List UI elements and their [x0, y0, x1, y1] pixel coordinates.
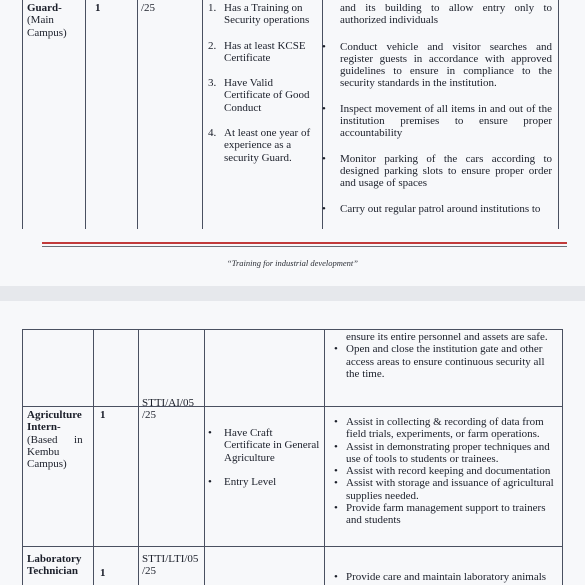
- duty-item: and its building to allow entry only to authorized individuals: [340, 2, 552, 27]
- posts-count: 1: [100, 409, 106, 421]
- duty-item: • Assist in collecting & recording of data from field trials, experiments, or farm operations.: [334, 416, 544, 441]
- job-title: Intern-: [27, 421, 61, 434]
- job-location: Kembu: [27, 445, 60, 458]
- job-title: Laboratory: [27, 553, 82, 565]
- duty-item: • Open and close the institution gate and other access areas to ensure continuous security all the time.: [334, 343, 545, 380]
- duty-item: • Carry out regular patrol around institutions to: [322, 202, 541, 215]
- duties-list: [334, 571, 558, 583]
- duty-item: • Provide farm management support to trainers and students: [334, 502, 546, 527]
- bullet-icon: •: [208, 475, 212, 488]
- requirement-item: 4. At least one year of experience as a security Guard.: [208, 127, 311, 164]
- bullet-icon: •: [322, 40, 326, 53]
- job-location: (Main: [27, 14, 54, 27]
- job-title-cell: [27, 2, 83, 39]
- job-location: (Based in: [27, 433, 83, 446]
- job-title: Technician: [27, 565, 78, 578]
- duty-item: • Assist with record keeping and documentation: [334, 465, 551, 478]
- requirement-item: 3. Have Valid Certificate of Good Conduct: [208, 77, 310, 114]
- table-col-divider: [202, 0, 203, 229]
- table-row-border: [22, 329, 563, 330]
- reference-number: STTI/AI/05 /25: [142, 397, 194, 422]
- requirements-list: [208, 2, 320, 177]
- posts-count: 1: [100, 567, 106, 579]
- table-row-border: [22, 546, 563, 547]
- duty-item: • Monitor parking of the cars according to designed parking slots to ensure proper order and usage of spaces: [322, 152, 552, 190]
- duty-item: ensure its entire personnel and assets are safe.: [346, 331, 548, 343]
- duty-item: • Provide care and maintain laboratory animals: [334, 571, 547, 583]
- bullet-icon: •: [208, 427, 212, 439]
- bullet-icon: •: [334, 477, 338, 490]
- bullet-icon: •: [334, 343, 338, 356]
- requirement-item: • Entry Level: [208, 475, 277, 488]
- table-border-right: [558, 0, 559, 229]
- duties-list: [322, 2, 552, 215]
- table-col-divider: [85, 0, 86, 229]
- page-gap: [0, 286, 585, 301]
- duty-item: • Conduct vehicle and visitor searches and register guests in accordance with approved guidelines to ensure in compliance to the security standards in the institution.: [322, 40, 552, 90]
- bullet-icon: •: [322, 102, 326, 115]
- bullet-icon: •: [334, 502, 338, 515]
- duty-item: • Inspect movement of all items in and out of the institution premises to ensure proper accountability: [322, 102, 552, 140]
- footer-red-rule: [42, 242, 567, 244]
- bullet-icon: •: [334, 465, 338, 478]
- table-border-left: [22, 0, 23, 229]
- document-page-2: [0, 301, 585, 585]
- table-col-divider: [137, 0, 138, 229]
- duties-list: [334, 416, 558, 527]
- footer-motto: “Training for industrial development”: [226, 258, 359, 268]
- bullet-icon: •: [334, 571, 338, 583]
- job-title-cell: [27, 409, 91, 470]
- bullet-icon: •: [322, 202, 326, 215]
- continued-duties: [334, 331, 556, 380]
- bullet-icon: •: [334, 416, 338, 428]
- duty-item: • Assist in demonstrating proper techniques and use of tools to students or trainees.: [334, 440, 550, 465]
- job-title-cell: [27, 553, 91, 578]
- reference-number: /25: [141, 2, 156, 14]
- bullet-icon: •: [334, 440, 338, 453]
- job-title: Guard-: [27, 2, 62, 14]
- document-page-1: [0, 0, 585, 286]
- job-location: Campus): [27, 458, 67, 471]
- reference-number: STTI/LTI/05 /25: [142, 553, 199, 578]
- requirement-item: • Have Craft Certificate in General Agriculture: [208, 427, 320, 464]
- requirements-list: [208, 427, 320, 488]
- job-title: Agriculture: [27, 409, 82, 421]
- bullet-icon: •: [322, 152, 326, 165]
- requirement-item: 2. Has at least KCSE Certificate: [208, 39, 306, 64]
- footer-gray-rule: [42, 246, 567, 247]
- duty-item: • Assist with storage and issuance of agricultural supplies needed.: [334, 477, 554, 502]
- requirement-item: 1. Has a Training on Security operations: [208, 2, 310, 27]
- table-row-border: [22, 406, 563, 407]
- job-location: Campus): [27, 26, 67, 39]
- posts-count: 1: [95, 2, 101, 14]
